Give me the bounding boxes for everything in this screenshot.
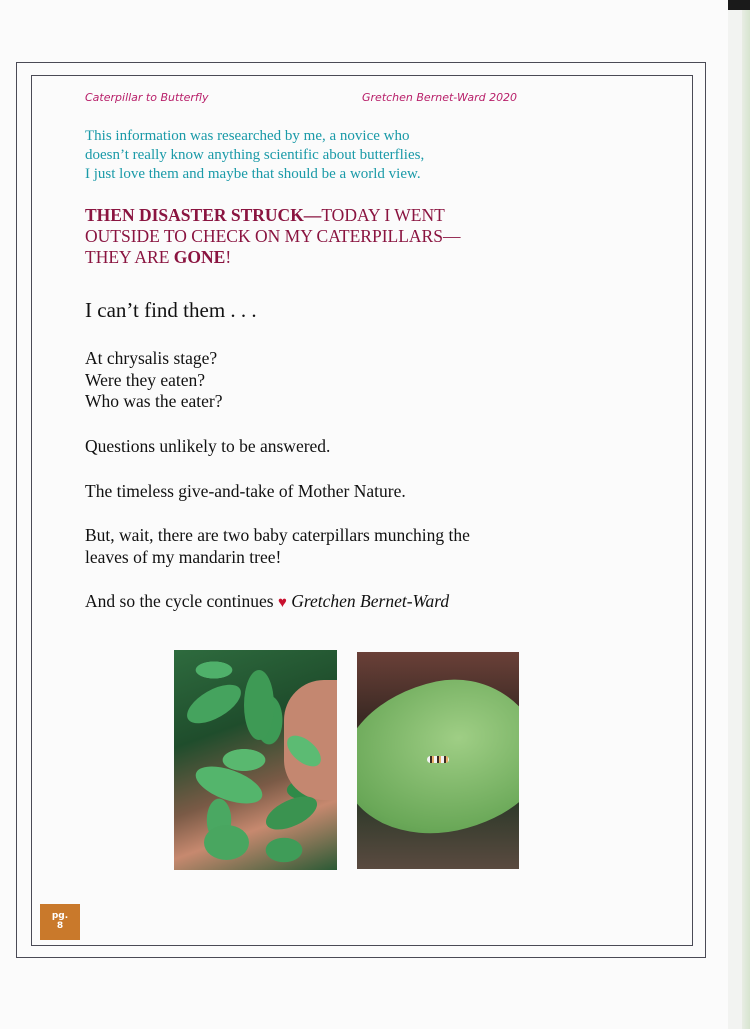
alert-bold: THEN DISASTER STRUCK—	[85, 205, 322, 225]
but-wait-block	[85, 525, 565, 568]
alert-line	[85, 247, 555, 268]
alert-line: OUTSIDE TO CHECK ON MY CATERPILLARS—	[85, 226, 461, 246]
scan-edge-right	[742, 10, 750, 1029]
alert-line	[85, 205, 555, 226]
intro-line: This information was researched by me, a novice who	[85, 128, 410, 144]
leaf	[244, 670, 274, 740]
questions-block	[85, 348, 565, 413]
scan-edge	[728, 0, 750, 10]
header-title: Caterpillar to Butterfly	[85, 91, 209, 104]
question-line: Were they eaten?	[85, 369, 206, 390]
unlikely-line: Questions unlikely to be answered.	[85, 436, 331, 456]
but-wait-line: leaves of my mandarin tree!	[85, 546, 282, 567]
cant-find-line: I can’t find them . . .	[85, 298, 257, 322]
leaf	[181, 677, 247, 731]
disaster-heading	[85, 205, 555, 268]
closing-text: And so the cycle continues	[85, 591, 274, 611]
alert-bold: GONE	[173, 247, 226, 267]
intro-line: doesn’t really know anything scientific about butterflies,	[85, 147, 425, 163]
page-label: pg.	[51, 911, 69, 921]
closing-line	[85, 591, 565, 615]
signature: Gretchen Bernet-Ward	[291, 591, 450, 611]
question-line: Who was the eater?	[85, 391, 223, 411]
alert-text: THEY ARE	[85, 247, 174, 267]
intro-line: I just love them and maybe that should be a world view.	[85, 166, 421, 182]
alert-text: TODAY I WENT	[321, 205, 445, 225]
caterpillar	[427, 756, 449, 763]
mandarin-tree-photo	[174, 650, 337, 870]
header-author: Gretchen Bernet-Ward 2020	[362, 91, 518, 104]
leaf	[191, 759, 267, 811]
intro-paragraph	[85, 127, 555, 184]
question-line: At chrysalis stage?	[85, 348, 218, 368]
leaf	[204, 825, 249, 860]
page-number: 8	[56, 921, 64, 931]
alert-text: !	[225, 247, 232, 267]
timeless-line: The timeless give-and-take of Mother Nature.	[85, 481, 406, 501]
page-number-badge	[40, 904, 80, 940]
heart-icon: ♥	[277, 595, 287, 611]
but-wait-line: But, wait, there are two baby caterpillars munching the	[85, 525, 470, 545]
